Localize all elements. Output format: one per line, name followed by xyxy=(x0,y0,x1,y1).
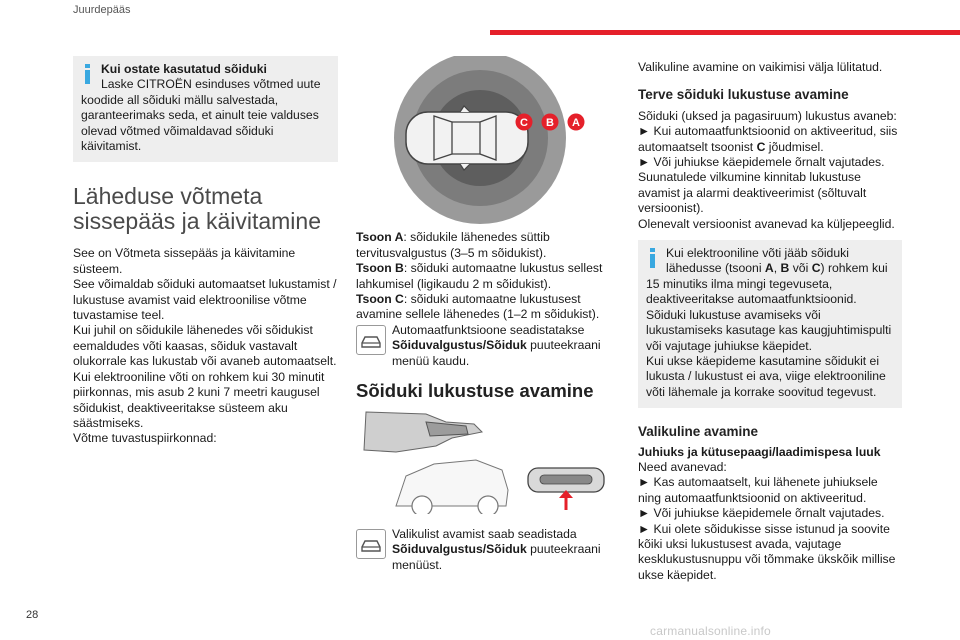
info-paragraph: Kui ukse käepideme kasutamine sõidukit ei lukusta / lukustust ei ava, viige elektrooniline võti lähemale ja korrake soovitud tegevust. xyxy=(646,353,886,399)
settings-note-2: Valikulist avamist saab seadistada Sõiduvalgustus/Sõiduk puuteekraani menüüst. xyxy=(356,527,608,573)
bullet-item: ► Kas automaatselt, kui lähenete juhiuksele ning automaatfunktsioonid on aktiveeritud. xyxy=(638,475,878,505)
paragraph: Suunatulede vilkumine kinnitab lukustuse avamist ja alarmi deaktiveerimist (sõltuvalt versioonist). xyxy=(638,170,867,216)
zone-a-letter: A xyxy=(572,117,580,129)
column-middle xyxy=(356,56,608,573)
info-title: Kui ostate kasutatud sõiduki xyxy=(101,62,267,76)
info-icon xyxy=(646,248,660,268)
zone-c-letter: C xyxy=(520,117,528,129)
zone-b-letter: B xyxy=(546,117,554,129)
bullet-item: ► Või juhiukse käepidemele õrnalt vajutades. xyxy=(638,155,885,170)
zone-b-desc: Tsoon B: sõiduki automaatne lukustus sellest lahkumisel (ligikaudu 2 m sõidukist). xyxy=(356,261,603,291)
info-icon xyxy=(81,64,95,84)
door-handle-illustration xyxy=(356,410,608,514)
running-header: Juurdepääs xyxy=(73,4,131,16)
paragraph: Kui juhil on sõidukile lähenedes või sõidukist eemaldudes võti kaasas, sõiduk vastavalt olukorrale kas lukustab või avaneb automaatselt. xyxy=(73,323,337,369)
selective-unlock-heading: Valikuline avamine xyxy=(638,424,759,440)
header-accent-bar xyxy=(490,30,960,35)
column-right xyxy=(638,60,902,583)
subheading: Juhiuks ja kütusepaagi/laadimispesa luuk xyxy=(638,444,881,459)
info-text: Laske CITROËN esinduses võtmed uute koodide all sõiduki mällu salvestada, garanteerimaks seda, et ainult teie valduses olevad võtmed võimaldavad sõiduki käivitamist. xyxy=(81,77,321,154)
info-box-used-vehicle xyxy=(73,56,338,162)
full-unlock-heading: Terve sõiduki lukustuse avamine xyxy=(638,87,849,103)
paragraph: See võimaldab sõiduki automaatset lukustamist / lukustuse avamist vaid elektroonilise võtme tuvastamise teel. xyxy=(73,277,337,323)
bullet-item: ► Kui olete sõidukisse sisse istunud ja soovite kõiki uksi lukustusest avada, vajutage kesklukustusnuppu või tõmmake ükskõik millise ukse käepidet. xyxy=(638,521,896,582)
info-box-auto-deactivation: Kui elektrooniline võti jääb sõiduki lähedusse (tsooni A, B või C) rohkem kui 15 minutiks ilma mingi tegevuseta, deaktiveeritakse automaatfunktsioonid. Sõiduki lukustuse avamiseks või lukustamiseks kasutage kas kaugjuhtimispulti või vajutage juhiukse käepidet. Kui ukse käepideme kasutamine sõidukit ei lukusta / lukustust ei ava, viige elektrooniline võti lähemale ja korrake soovitud tegevust. xyxy=(638,240,902,408)
paragraph: Olenevalt versioonist avanevad ka küljepeeglid. xyxy=(638,216,895,231)
info-paragraph: Sõiduki lukustuse avamiseks või lukustamiseks kasutage kas kaugjuhtimispulti või vajutage juhiukse käepidet. xyxy=(646,307,892,353)
column-left xyxy=(73,56,338,447)
settings-note-1: Automaatfunktsioone seadistatakse Sõiduvalgustus/Sõiduk puuteekraani menüü kaudu. xyxy=(356,323,608,369)
paragraph: Need avanevad: xyxy=(638,459,727,474)
paragraph: Võtme tuvastuspiirkonnad: xyxy=(73,431,217,446)
paragraph: See on Võtmeta sissepääs ja käivitamine süsteem. xyxy=(73,246,296,276)
bullet-item: ► Või juhiukse käepidemele õrnalt vajutades. xyxy=(638,506,885,521)
section-title: Läheduse võtmeta sissepääs ja käivitamine xyxy=(73,183,322,235)
bullet-item: ► Kui automaatfunktsioonid on aktiveeritud, siis automaatselt tsoonist C jõudmisel. xyxy=(638,124,898,154)
detection-zones-diagram xyxy=(356,56,608,226)
zone-c-desc: Tsoon C: sõiduki automaatne lukustusest avamine sellele lähenedes (1–2 m sõidukist). xyxy=(356,292,600,322)
zone-a-desc: Tsoon A: sõidukile lähenedes süttib tervitusvalgustus (3–5 m sõidukist). xyxy=(356,230,550,260)
car-settings-icon xyxy=(356,325,386,355)
unlock-heading: Sõiduki lukustuse avamine xyxy=(356,380,594,402)
paragraph: Sõiduki (uksed ja pagasiruum) lukustus avaneb: xyxy=(638,108,897,123)
paragraph: Kui elektrooniline võti on rohkem kui 30 minutit piirkonnas, mis asub 2 kuni 7 meetri kaugusel sõidukist, deaktiveeritakse süsteem aku säästmiseks. xyxy=(73,369,325,430)
watermark: carmanualsonline.info xyxy=(650,624,771,638)
car-topview-icon xyxy=(406,106,528,170)
intro-text: Valikuline avamine on vaikimisi välja lülitatud. xyxy=(638,60,883,74)
page-number: 28 xyxy=(26,609,39,621)
car-settings-icon xyxy=(356,529,386,559)
